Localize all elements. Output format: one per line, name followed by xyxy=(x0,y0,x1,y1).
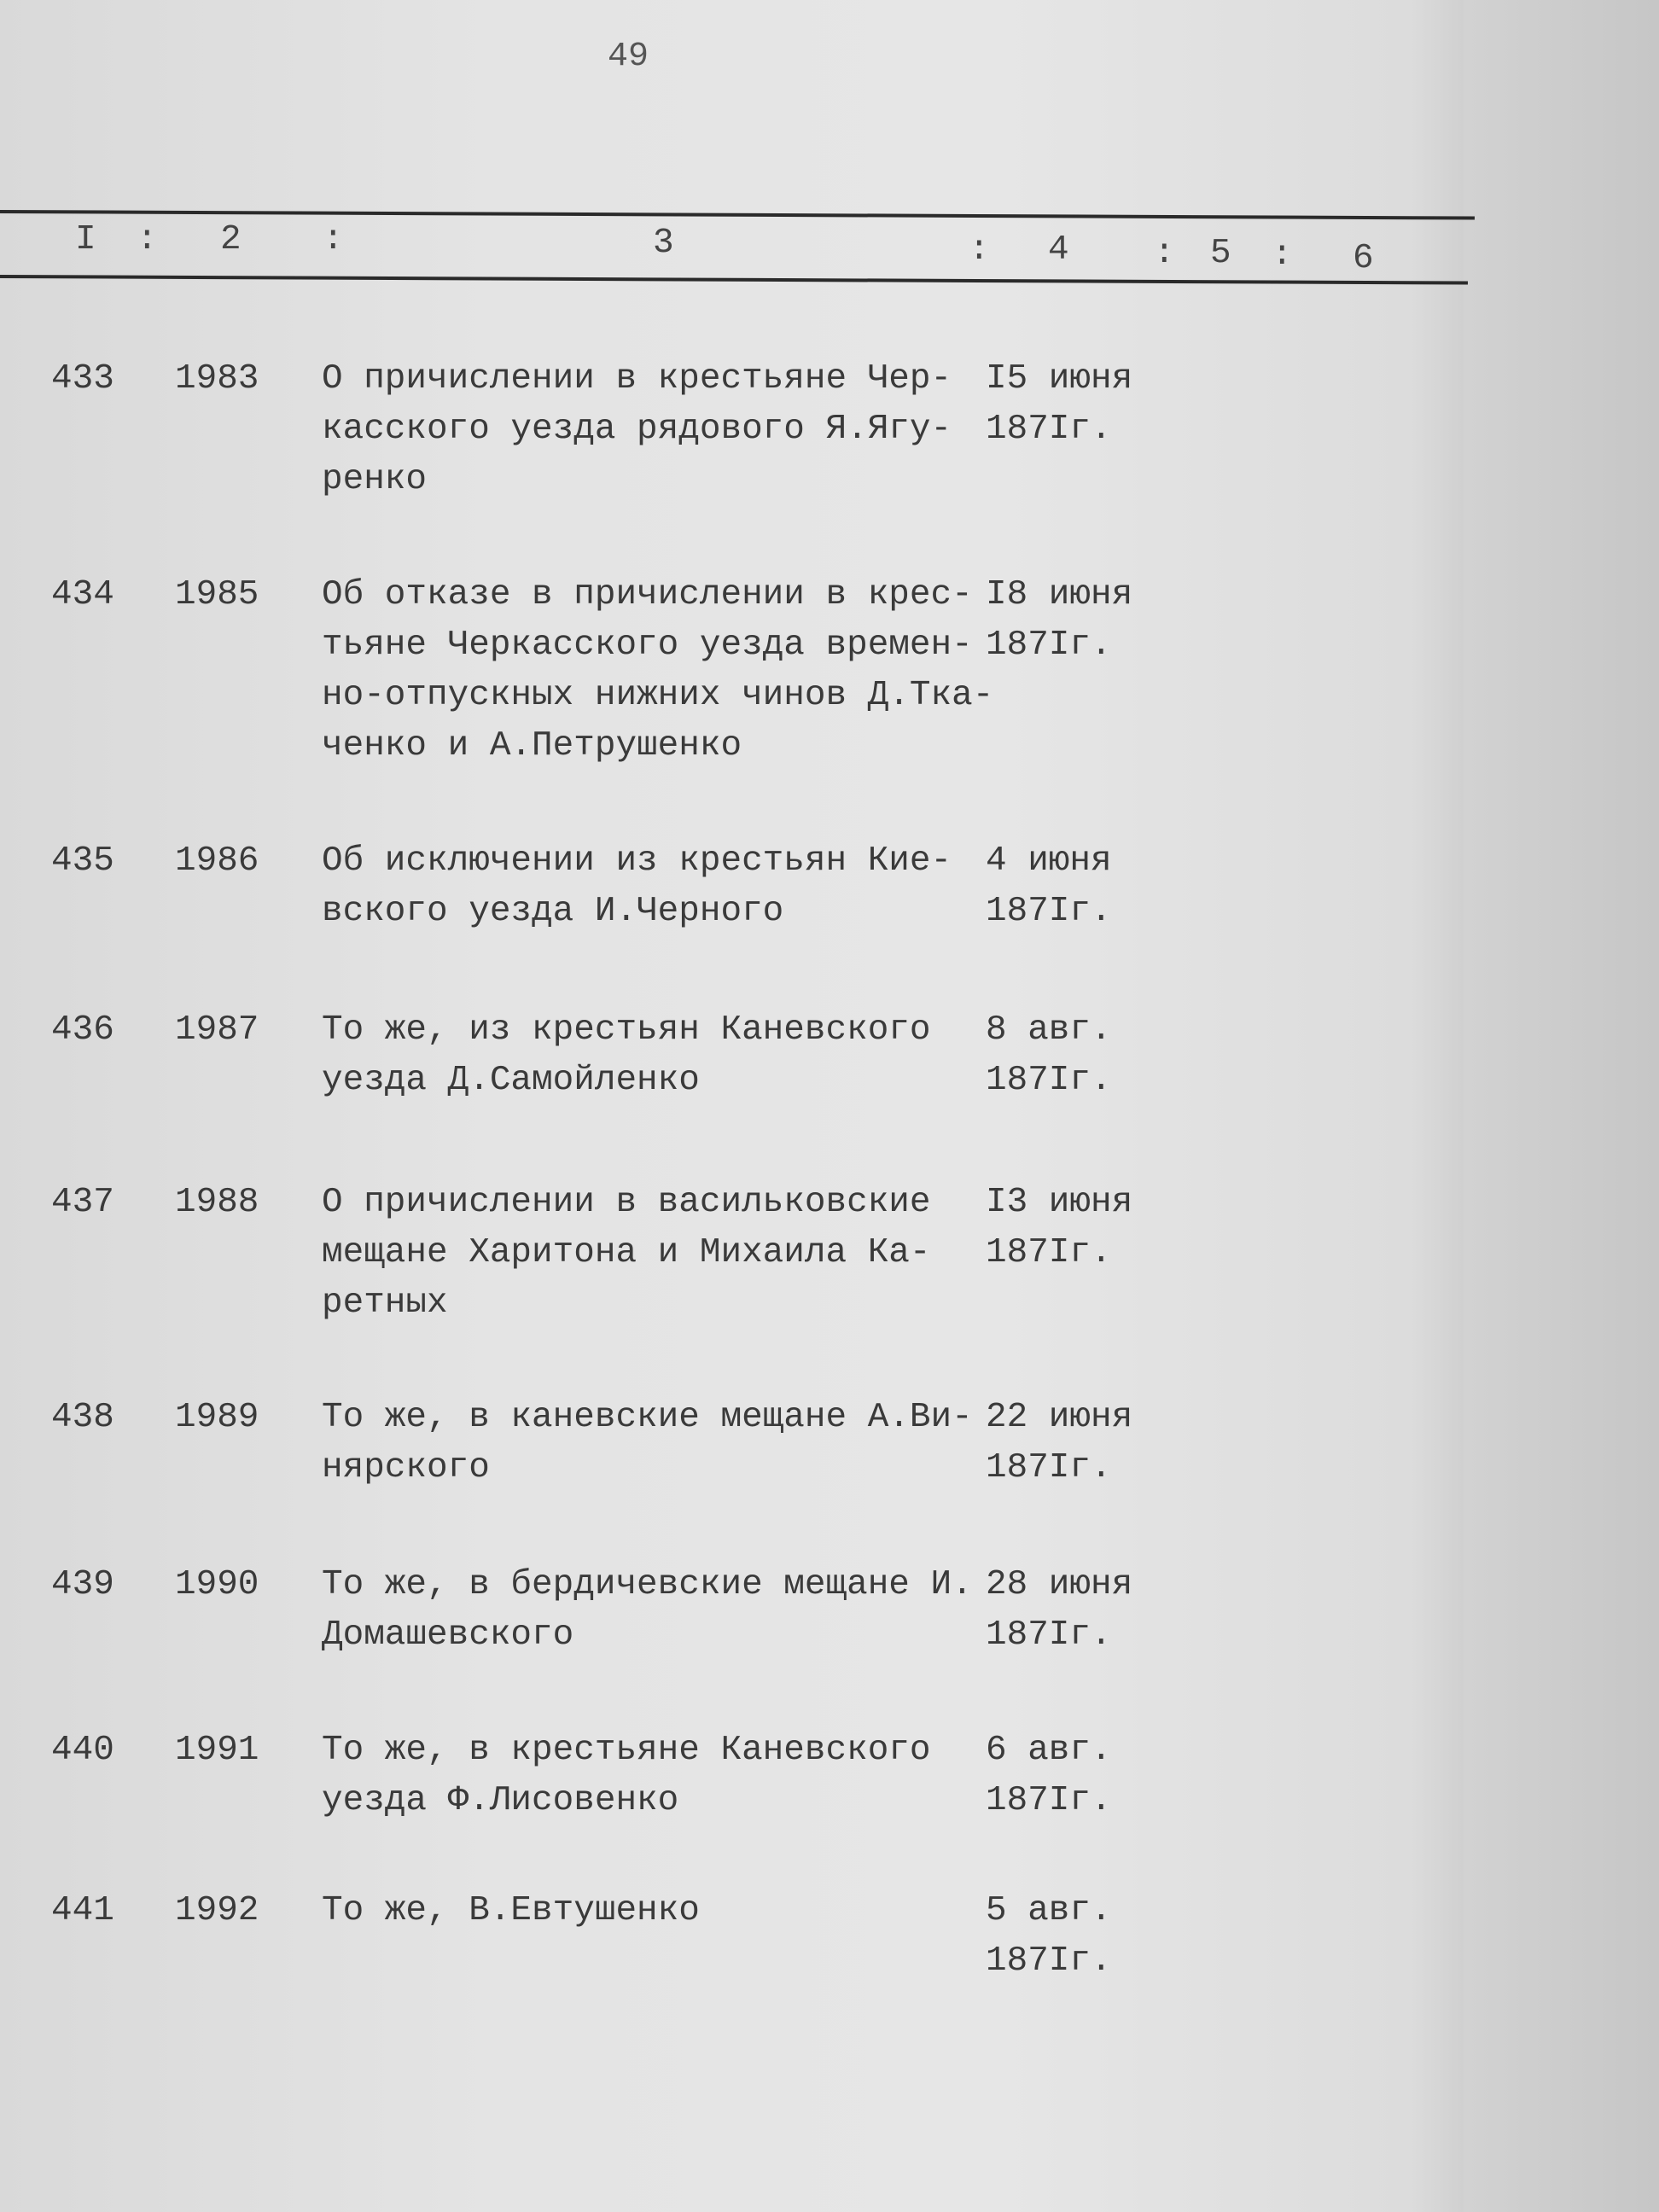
description-line: ретных xyxy=(322,1284,448,1323)
header-bottom-rule xyxy=(0,275,1468,285)
date xyxy=(986,1393,1132,1493)
file-number: 1990 xyxy=(175,1565,259,1604)
item-number: 437 xyxy=(51,1183,114,1222)
col-header-4: 4 xyxy=(1048,230,1069,270)
description-line: тьяне Черкасского уезда времен- xyxy=(322,626,973,665)
date-line: 187Iг. xyxy=(986,892,1112,931)
description xyxy=(322,1560,973,1661)
date-line: 28 июня xyxy=(986,1565,1133,1604)
col-header-5: 5 xyxy=(1210,234,1231,273)
item-number: 440 xyxy=(51,1731,114,1770)
description-line: То же, в крестьяне Каневского xyxy=(322,1731,931,1770)
item-number: 438 xyxy=(51,1398,114,1437)
col-header-1: I xyxy=(75,220,96,259)
description-line: Об исключении из крестьян Кие- xyxy=(322,841,952,881)
item-number: 436 xyxy=(51,1010,114,1050)
header-top-rule xyxy=(0,210,1475,220)
description xyxy=(322,354,952,505)
date-line: 187Iг. xyxy=(986,1941,1112,1981)
col-sep: : xyxy=(137,220,158,259)
date-line: 187Iг. xyxy=(986,626,1112,665)
description-line: О причислении в крестьяне Чер- xyxy=(322,359,952,399)
description xyxy=(322,836,952,937)
date-line: I8 июня xyxy=(986,575,1133,614)
file-number: 1989 xyxy=(175,1398,259,1437)
col-sep: : xyxy=(969,230,990,270)
description-line: нярского xyxy=(322,1448,490,1487)
date xyxy=(986,570,1132,671)
col-header-3: 3 xyxy=(653,224,674,263)
file-number: 1986 xyxy=(175,841,259,881)
date-line: 22 июня xyxy=(986,1398,1133,1437)
date xyxy=(986,836,1112,937)
description-line: но-отпускных нижних чинов Д.Тка- xyxy=(322,676,994,715)
date xyxy=(986,1005,1112,1106)
file-number: 1987 xyxy=(175,1010,259,1050)
description-line: О причислении в васильковские xyxy=(322,1183,931,1222)
col-sep: : xyxy=(1272,236,1293,275)
date-line: I3 июня xyxy=(986,1183,1133,1222)
date-line: 187Iг. xyxy=(986,1061,1112,1100)
item-number: 433 xyxy=(51,359,114,399)
description xyxy=(322,1005,931,1106)
item-number: 435 xyxy=(51,841,114,881)
file-number: 1983 xyxy=(175,359,259,399)
description-line: ченко и А.Петрушенко xyxy=(322,726,742,765)
file-number: 1985 xyxy=(175,575,259,614)
date-line: 4 июня xyxy=(986,841,1112,881)
date-line: 8 авг. xyxy=(986,1010,1112,1050)
description-line: вского уезда И.Черного xyxy=(322,892,784,931)
date-line: 187Iг. xyxy=(986,1615,1112,1655)
file-number: 1992 xyxy=(175,1891,259,1930)
description-line: ренко xyxy=(322,460,428,499)
col-header-6: 6 xyxy=(1353,239,1374,278)
page-edge-shadow xyxy=(1464,0,1659,2212)
date xyxy=(986,1560,1132,1661)
date xyxy=(986,1886,1112,1987)
description-line: Об отказе в причислении в крес- xyxy=(322,575,973,614)
page-number: 49 xyxy=(608,38,649,76)
date-line: 6 авг. xyxy=(986,1731,1112,1770)
description-line: То же, в каневские мещане А.Ви- xyxy=(322,1398,973,1437)
description xyxy=(322,570,993,771)
item-number: 439 xyxy=(51,1565,114,1604)
description xyxy=(322,1178,931,1329)
date-line: I5 июня xyxy=(986,359,1133,399)
date-line: 187Iг. xyxy=(986,1233,1112,1272)
description xyxy=(322,1393,973,1493)
description-line: касского уезда рядового Я.Ягу- xyxy=(322,410,952,449)
description-line: То же, из крестьян Каневского xyxy=(322,1010,931,1050)
date-line: 187Iг. xyxy=(986,410,1112,449)
description xyxy=(322,1726,931,1826)
file-number: 1991 xyxy=(175,1731,259,1770)
date xyxy=(986,354,1132,455)
date-line: 5 авг. xyxy=(986,1891,1112,1930)
item-number: 441 xyxy=(51,1891,114,1930)
date xyxy=(986,1726,1112,1826)
file-number: 1988 xyxy=(175,1183,259,1222)
description-line: уезда Д.Самойленко xyxy=(322,1061,700,1100)
date-line: 187Iг. xyxy=(986,1781,1112,1820)
description-line: Домашевского xyxy=(322,1615,574,1655)
description-line: То же, В.Евтушенко xyxy=(322,1891,700,1930)
description-line: уезда Ф.Лисовенко xyxy=(322,1781,679,1820)
item-number: 434 xyxy=(51,575,114,614)
description-line: мещане Харитона и Михаила Ка- xyxy=(322,1233,931,1272)
col-sep: : xyxy=(323,220,344,259)
description-line: То же, в бердичевские мещане И. xyxy=(322,1565,973,1604)
date xyxy=(986,1178,1132,1278)
col-sep: : xyxy=(1154,234,1175,273)
date-line: 187Iг. xyxy=(986,1448,1112,1487)
col-header-2: 2 xyxy=(220,220,242,259)
description xyxy=(322,1886,700,1936)
